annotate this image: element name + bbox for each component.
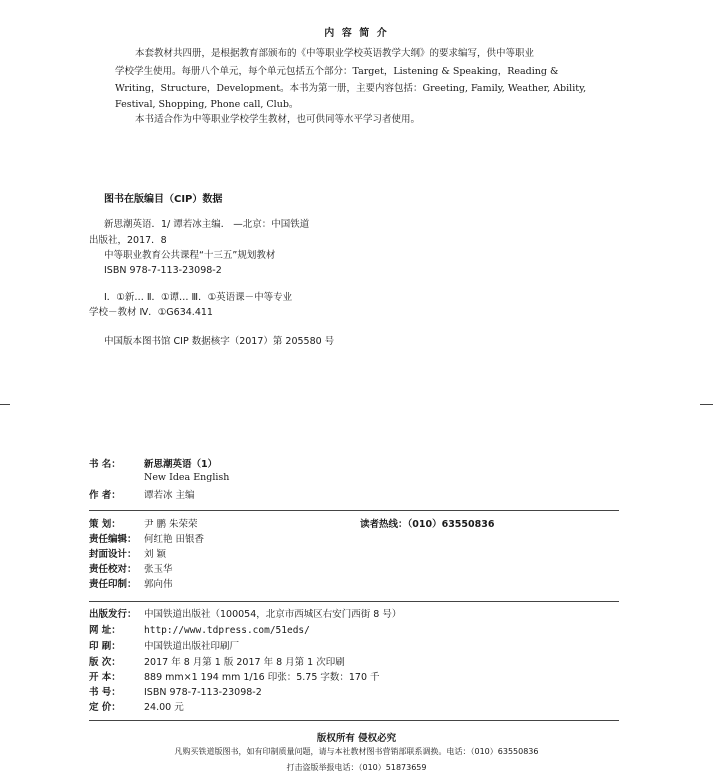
cip-line: ISBN 978-7-113-23098-2 xyxy=(104,265,222,276)
staff-value: 刘 颖 xyxy=(144,549,167,560)
staff-row xyxy=(89,533,629,547)
staff-value: 郭向伟 xyxy=(144,579,173,590)
staff-value: 张玉华 xyxy=(144,564,173,575)
book-author-row xyxy=(89,489,629,503)
staff-row xyxy=(89,578,629,592)
summary-line: Festival, Shopping, Phone call, Club。 xyxy=(115,99,299,110)
cip-line: Ⅰ．①新… Ⅱ．①谭… Ⅲ．①英语课－中等专业 xyxy=(104,292,293,303)
pub-row xyxy=(89,608,629,622)
pub-row xyxy=(89,686,629,700)
pub-label: 书 号： xyxy=(89,687,121,698)
staff-value: 尹 鹏 朱荣荣 xyxy=(144,519,198,530)
staff-row xyxy=(89,548,629,562)
pub-row xyxy=(89,624,629,638)
rights-notice: 版权所有 侵权必究 xyxy=(316,733,397,744)
staff-value: 何红艳 田银香 xyxy=(144,534,205,545)
summary-heading: 内 容 简 介 xyxy=(324,28,389,39)
pub-label: 网 址： xyxy=(89,625,121,636)
staff-label: 责任编辑： xyxy=(89,534,137,545)
pub-row xyxy=(89,640,629,654)
pub-label: 版 次： xyxy=(89,657,121,668)
pub-value: 中国铁道出版社（100054，北京市西城区右安门西街 8 号） xyxy=(144,609,402,620)
summary-line: 学校学生使用。每册八个单元，每个单元包括五个部分：Target，Listening & Speaking，Reading & xyxy=(115,66,559,77)
pub-value: ISBN 978-7-113-23098-2 xyxy=(144,687,262,698)
pub-label: 开 本： xyxy=(89,672,121,683)
cip-heading: 图书在版编目（CIP）数据 xyxy=(104,194,223,205)
cip-line: 中等职业教育公共课程“十三五”规划教材 xyxy=(104,250,276,261)
cip-line: 新思潮英语．1/ 谭若冰主编． —北京：中国铁道 xyxy=(104,219,310,230)
pub-row xyxy=(89,656,629,670)
reader-hotline: 读者热线：（010）63550836 xyxy=(360,519,495,530)
pub-row xyxy=(89,701,629,715)
staff-label: 策 划： xyxy=(89,519,121,530)
pub-value: 2017 年 8 月第 1 版 2017 年 8 月第 1 次印刷 xyxy=(144,657,345,668)
book-title-cn: 新思潮英语（1） xyxy=(144,459,218,470)
crop-mark-left xyxy=(0,404,10,405)
cip-line: 学校－教材 Ⅳ．①G634.411 xyxy=(89,307,213,318)
cip-line: 中国版本图书馆 CIP 数据核字（2017）第 205580 号 xyxy=(104,336,335,347)
summary-line: 本书适合作为中等职业学校学生教材，也可供同等水平学习者使用。 xyxy=(135,114,421,125)
staff-label: 责任校对： xyxy=(89,564,137,575)
crop-mark-right xyxy=(700,404,713,405)
pub-value: 889 mm×1 194 mm 1/16 印张：5.75 字数：170 千 xyxy=(144,672,380,683)
summary-line: 本套教材共四册，是根据教育部颁布的《中等职业学校英语教学大纲》的要求编写，供中等职业 xyxy=(135,48,535,59)
divider-1 xyxy=(89,510,619,511)
pub-label: 定 价： xyxy=(89,702,121,713)
website-link[interactable]: http://www.tdpress.com/51eds/ xyxy=(144,625,310,636)
pub-value: 24.00 元 xyxy=(144,702,184,713)
cip-line: 出版社，2017．8 xyxy=(89,235,167,246)
piracy-hotline: 打击盗版举报电话：（010）51873659 xyxy=(286,763,427,772)
pub-label: 印 刷： xyxy=(89,641,121,652)
summary-line: Writing，Structure，Development。本书为第一册，主要内容包括：Greeting, Family, Weather, Ability, xyxy=(115,83,587,94)
pub-label: 出版发行： xyxy=(89,609,137,620)
quality-notice: 凡购买铁道版图书，如有印制质量问题，请与本社教材图书营销部联系调换。电话：（010）63550836 xyxy=(174,747,539,756)
divider-2 xyxy=(89,601,619,602)
book-title-en: New Idea English xyxy=(144,472,230,483)
divider-3 xyxy=(89,720,619,721)
staff-row xyxy=(89,518,629,532)
book-title-row xyxy=(89,458,629,472)
book-title-label: 书 名： xyxy=(89,459,121,470)
staff-row xyxy=(89,563,629,577)
staff-label: 封面设计： xyxy=(89,549,137,560)
author-value: 谭若冰 主编 xyxy=(144,490,195,501)
pub-row xyxy=(89,671,629,685)
pub-value: 中国铁道出版社印刷厂 xyxy=(144,641,240,652)
author-label: 作 者： xyxy=(89,490,121,501)
staff-label: 责任印制： xyxy=(89,579,137,590)
